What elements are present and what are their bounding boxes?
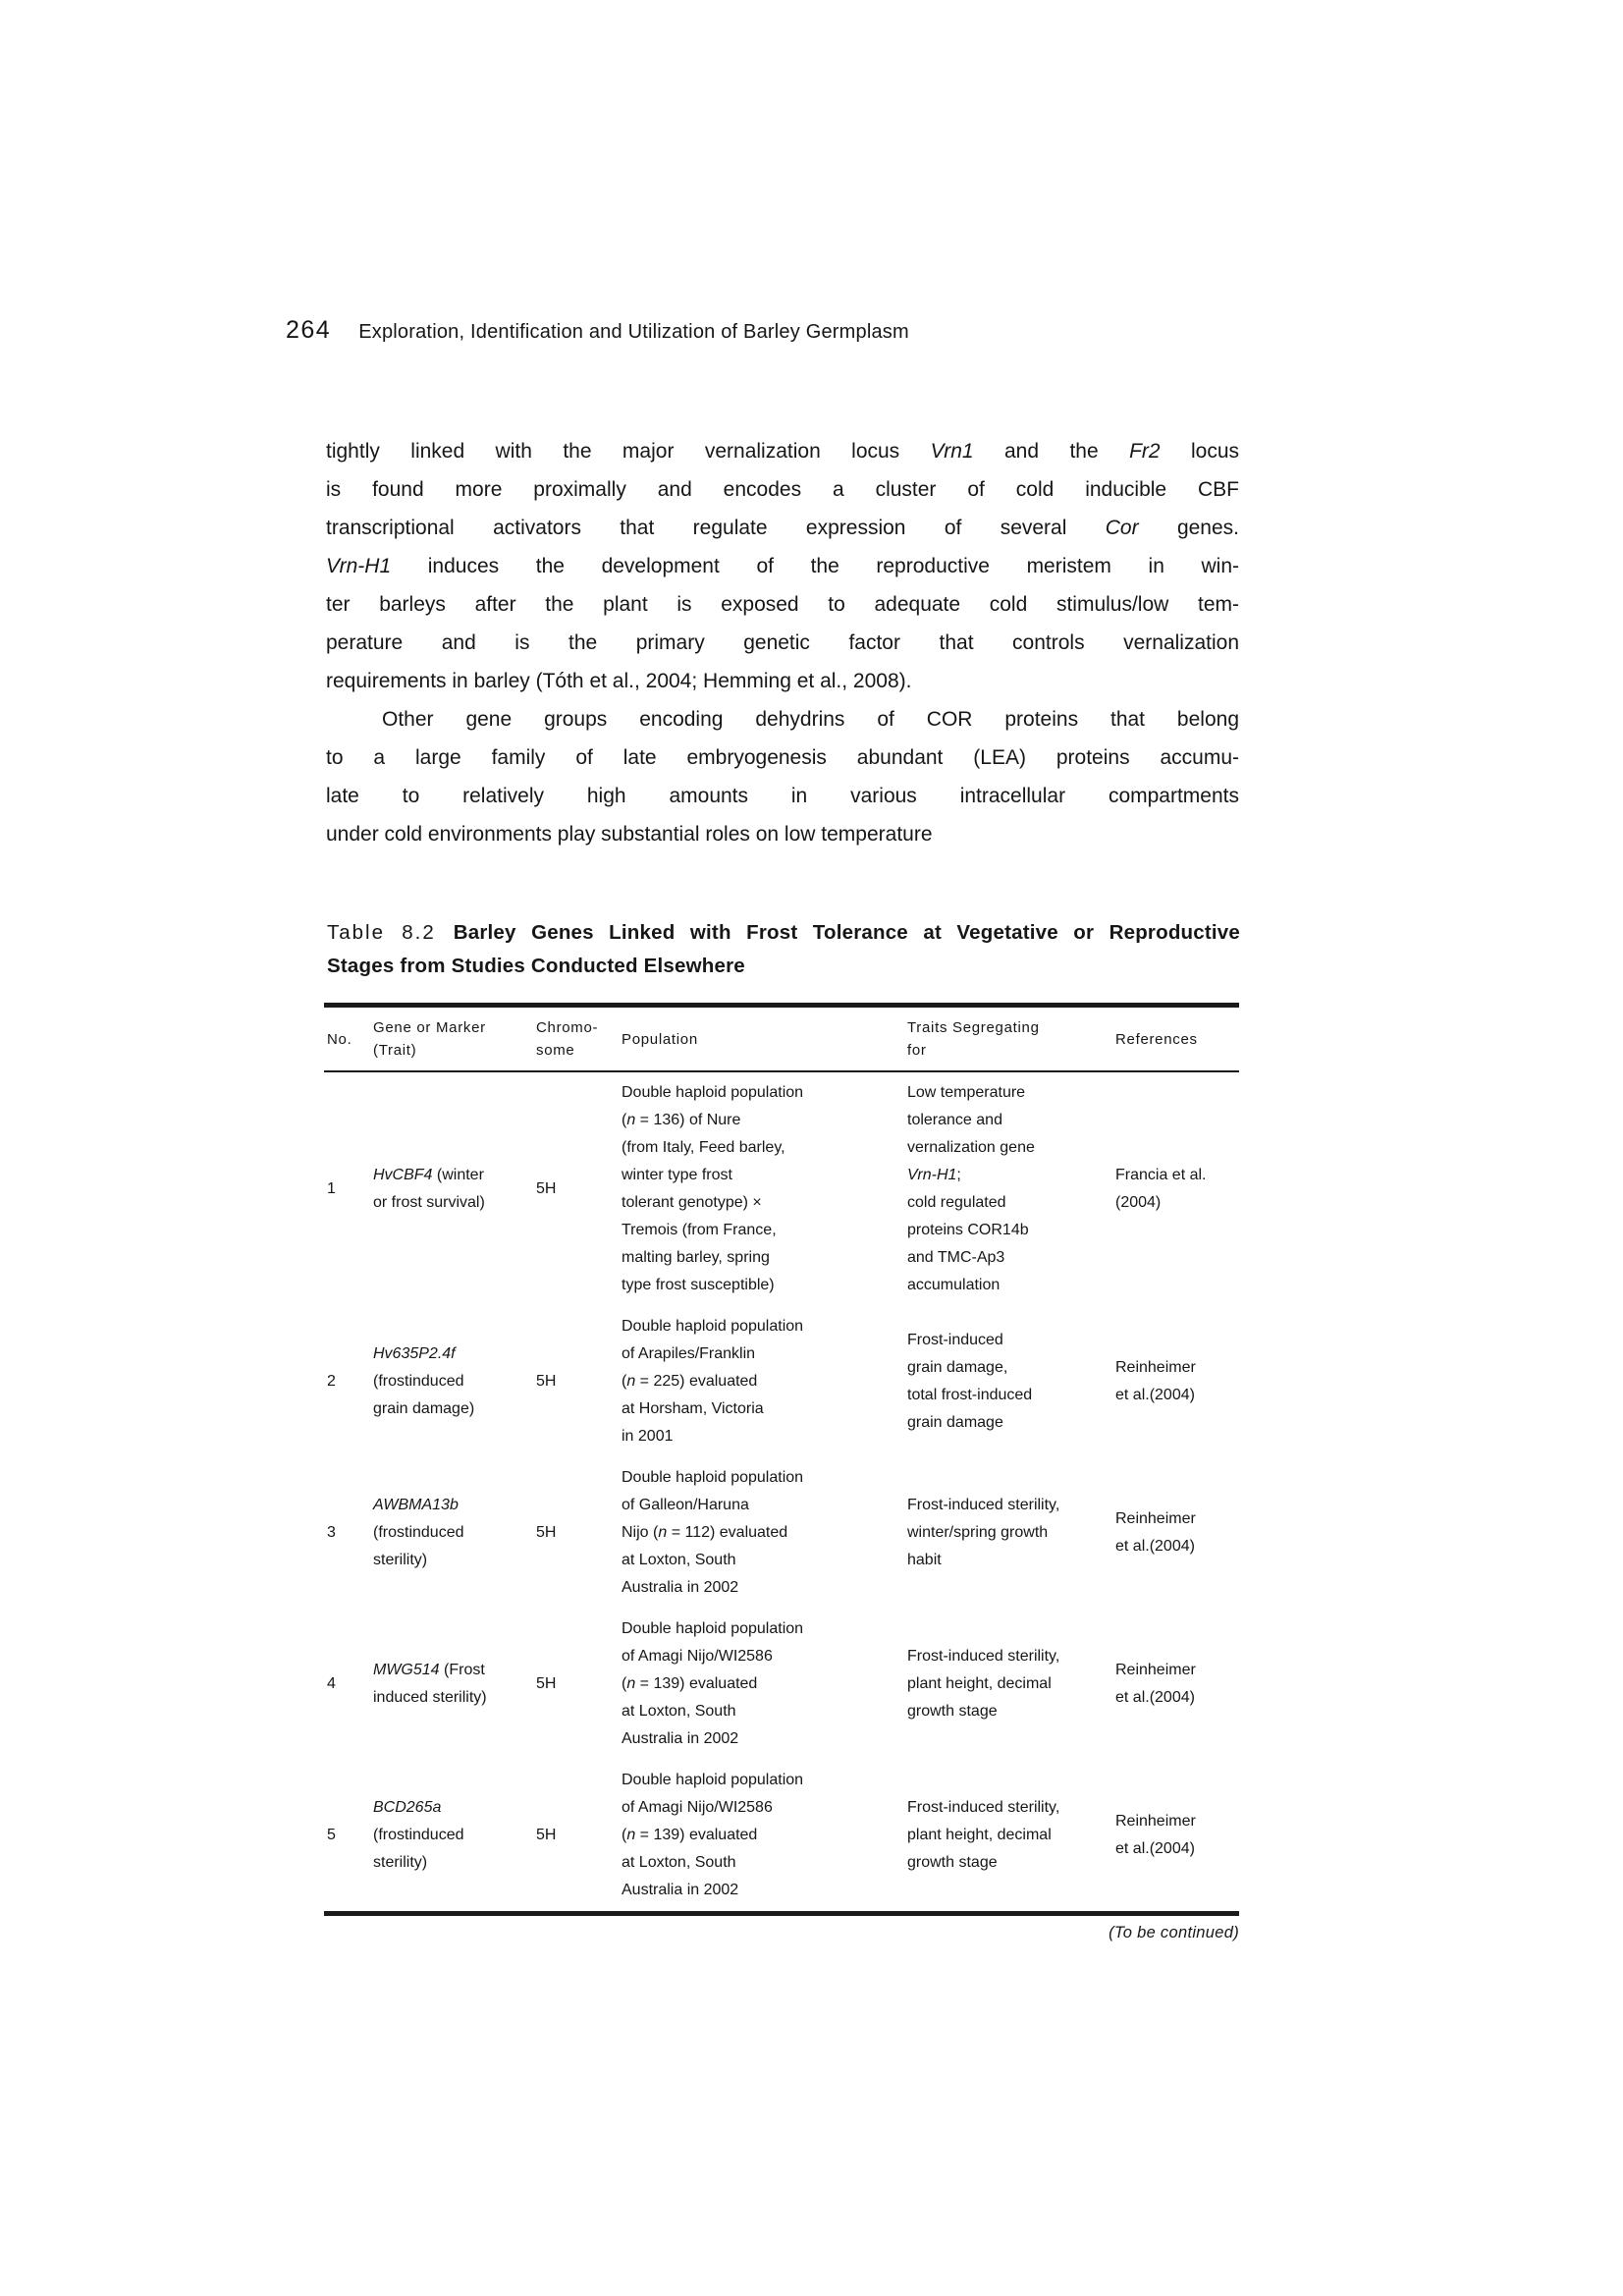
cell-traits (907, 1079, 1115, 1299)
text-line: requirements in barley (Tóth et al., 2004; Hemming et al., 2008). (326, 670, 912, 692)
text-line: Double haploid population (622, 1469, 804, 1486)
text-line: (frostinduced (373, 1373, 464, 1390)
header-cell-no (324, 1028, 373, 1051)
text-line: grain damage, (907, 1359, 1008, 1376)
text-line: at Loxton, South (622, 1854, 736, 1871)
text-line: vernalization gene (907, 1139, 1035, 1156)
text-line: malting barley, spring (622, 1249, 770, 1266)
text-line: Reinheimer (1115, 1813, 1196, 1830)
text-line: grain damage) (373, 1400, 475, 1417)
table-8-2 (324, 1003, 1239, 1942)
text-line: (from Italy, Feed barley, (622, 1139, 785, 1156)
table-caption-label: Table 8.2 (327, 921, 436, 944)
text-line: No. (327, 1030, 352, 1048)
text-line: Vrn-H1 induces the development of the reproductive meristem in win- (326, 555, 1239, 577)
text-line: of Arapiles/Franklin (622, 1345, 756, 1362)
text-line: Australia in 2002 (622, 1730, 739, 1747)
text-line: BCD265a (373, 1799, 442, 1816)
body-text (326, 432, 1239, 853)
text-line: (2004) (1115, 1194, 1162, 1211)
table-row (324, 1760, 1239, 1911)
running-header (286, 316, 909, 345)
text-line: tolerance and (907, 1112, 1002, 1128)
header-cell-references (1115, 1028, 1239, 1051)
table-row (324, 1609, 1239, 1760)
header-cell-gene (373, 1016, 536, 1062)
text-line: induced sterility) (373, 1689, 487, 1706)
text-line: accumulation (907, 1277, 1001, 1293)
text-line: growth stage (907, 1854, 998, 1871)
text-line: (Trait) (373, 1042, 417, 1059)
cell-chromosome: 5H (536, 1373, 557, 1390)
table-header-row (324, 1008, 1239, 1072)
text-line: Gene or Marker (373, 1019, 486, 1036)
data-table (324, 1003, 1239, 1916)
text-line: tolerant genotype) × (622, 1194, 762, 1211)
text-line: and TMC-Ap3 (907, 1249, 1005, 1266)
paragraph-1 (326, 432, 1239, 700)
cell-population (622, 1615, 907, 1753)
table-body (324, 1072, 1239, 1911)
text-line: grain damage (907, 1414, 1003, 1431)
text-line: to a large family of late embryogenesis abundant (LEA) proteins accumu- (326, 746, 1239, 769)
cell-references (1115, 1808, 1239, 1863)
cell-population (622, 1079, 907, 1299)
text-line: some (536, 1042, 575, 1059)
text-line: at Horsham, Victoria (622, 1400, 764, 1417)
text-line: Frost-induced sterility, (907, 1799, 1060, 1816)
text-line: (n = 139) evaluated (622, 1675, 758, 1692)
text-line: Double haploid population (622, 1772, 804, 1788)
text-line: Frost-induced sterility, (907, 1648, 1060, 1665)
table-row (324, 1072, 1239, 1306)
text-line: AWBMA13b (373, 1497, 459, 1513)
text-line: (n = 139) evaluated (622, 1827, 758, 1843)
text-line: MWG514 (Frost (373, 1662, 485, 1678)
text-line: total frost-induced (907, 1387, 1033, 1403)
text-line: Frost-induced sterility, (907, 1497, 1060, 1513)
text-line: winter type frost (622, 1167, 732, 1183)
cell-traits (907, 1327, 1115, 1437)
text-line: of Amagi Nijo/WI2586 (622, 1799, 773, 1816)
cell-references (1115, 1162, 1239, 1217)
text-line: et al.(2004) (1115, 1387, 1195, 1403)
text-line: for (907, 1042, 927, 1059)
cell-traits (907, 1643, 1115, 1725)
text-line: Australia in 2002 (622, 1882, 739, 1898)
text-line: growth stage (907, 1703, 998, 1720)
text-line: Chromo- (536, 1019, 599, 1036)
text-line: Tremois (from France, (622, 1222, 777, 1238)
text-line: is found more proximally and encodes a cluster of cold inducible CBF (326, 478, 1239, 501)
text-line: et al.(2004) (1115, 1538, 1195, 1555)
text-line: sterility) (373, 1552, 428, 1568)
text-line: Population (622, 1030, 698, 1048)
cell-no: 1 (327, 1180, 336, 1197)
text-line: (n = 136) of Nure (622, 1112, 741, 1128)
text-line: tightly linked with the major vernalization locus Vrn1 and the Fr2 locus (326, 440, 1240, 463)
text-line: Frost-induced (907, 1332, 1003, 1348)
cell-population (622, 1313, 907, 1450)
cell-gene (373, 1794, 536, 1877)
text-line: Double haploid population (622, 1620, 804, 1637)
text-line: perature and is the primary genetic factor that controls vernalization (326, 631, 1239, 654)
cell-no: 5 (327, 1827, 336, 1843)
header-cell-population (622, 1028, 907, 1051)
cell-references (1115, 1354, 1239, 1409)
running-title: Exploration, Identification and Utilization of Barley Germplasm (358, 321, 909, 343)
cell-chromosome: 5H (536, 1180, 557, 1197)
text-line: cold regulated (907, 1194, 1006, 1211)
text-line: of Amagi Nijo/WI2586 (622, 1648, 773, 1665)
text-line: (frostinduced (373, 1524, 464, 1541)
cell-chromosome: 5H (536, 1675, 557, 1692)
text-line: transcriptional activators that regulate expression of several Cor genes. (326, 517, 1239, 539)
header-cell-chromosome (536, 1016, 622, 1062)
table-row (324, 1457, 1239, 1609)
text-line: Other gene groups encoding dehydrins of COR proteins that belong (382, 708, 1239, 731)
text-line: (n = 225) evaluated (622, 1373, 758, 1390)
text-line: late to relatively high amounts in various intracellular compartments (326, 785, 1239, 807)
text-line: at Loxton, South (622, 1552, 736, 1568)
text-line: Hv635P2.4f (373, 1345, 456, 1362)
cell-gene (373, 1492, 536, 1574)
table-caption-line2: Stages from Studies Conducted Elsewhere (327, 955, 745, 977)
cell-chromosome: 5H (536, 1827, 557, 1843)
paragraph-2 (326, 700, 1239, 853)
text-line: References (1115, 1030, 1198, 1048)
text-line: Nijo (n = 112) evaluated (622, 1524, 788, 1541)
text-line: at Loxton, South (622, 1703, 736, 1720)
cell-chromosome: 5H (536, 1524, 557, 1541)
cell-references (1115, 1505, 1239, 1560)
text-line: Double haploid population (622, 1084, 804, 1101)
table-caption-title: Barley Genes Linked with Frost Tolerance at Vegetative or Reproductive (453, 921, 1240, 944)
text-line: Reinheimer (1115, 1359, 1196, 1376)
cell-gene (373, 1162, 536, 1217)
cell-gene (373, 1340, 536, 1423)
text-line: sterility) (373, 1854, 428, 1871)
text-line: in 2001 (622, 1428, 674, 1445)
text-line: et al.(2004) (1115, 1689, 1195, 1706)
table-row (324, 1306, 1239, 1457)
table-caption-line1 (327, 916, 1240, 950)
text-line: or frost survival) (373, 1194, 485, 1211)
text-line: under cold environments play substantial roles on low temperature (326, 823, 933, 846)
cell-population (622, 1767, 907, 1904)
cell-traits (907, 1492, 1115, 1574)
cell-gene (373, 1657, 536, 1712)
text-line: ter barleys after the plant is exposed to adequate cold stimulus/low tem- (326, 593, 1239, 616)
text-line: of Galleon/Haruna (622, 1497, 749, 1513)
text-line: winter/spring growth (907, 1524, 1049, 1541)
text-line: Francia et al. (1115, 1167, 1207, 1183)
cell-no: 4 (327, 1675, 336, 1692)
cell-traits (907, 1794, 1115, 1877)
page-number: 264 (286, 316, 332, 344)
table-caption (327, 916, 1240, 983)
text-line: Low temperature (907, 1084, 1026, 1101)
continued-note: (To be continued) (1109, 1924, 1239, 1941)
text-line: Reinheimer (1115, 1510, 1196, 1527)
text-line: plant height, decimal (907, 1827, 1052, 1843)
text-line: Australia in 2002 (622, 1579, 739, 1596)
text-line: Double haploid population (622, 1318, 804, 1335)
text-line: et al.(2004) (1115, 1840, 1195, 1857)
text-line: (frostinduced (373, 1827, 464, 1843)
text-line: proteins COR14b (907, 1222, 1029, 1238)
text-line: habit (907, 1552, 942, 1568)
text-line: Vrn-H1; (907, 1167, 961, 1183)
text-line: plant height, decimal (907, 1675, 1052, 1692)
cell-population (622, 1464, 907, 1602)
cell-references (1115, 1657, 1239, 1712)
text-line: HvCBF4 (winter (373, 1167, 484, 1183)
text-line: type frost susceptible) (622, 1277, 775, 1293)
cell-no: 2 (327, 1373, 336, 1390)
text-line: Traits Segregating (907, 1019, 1040, 1036)
text-line: Reinheimer (1115, 1662, 1196, 1678)
cell-no: 3 (327, 1524, 336, 1541)
header-cell-traits (907, 1016, 1115, 1062)
